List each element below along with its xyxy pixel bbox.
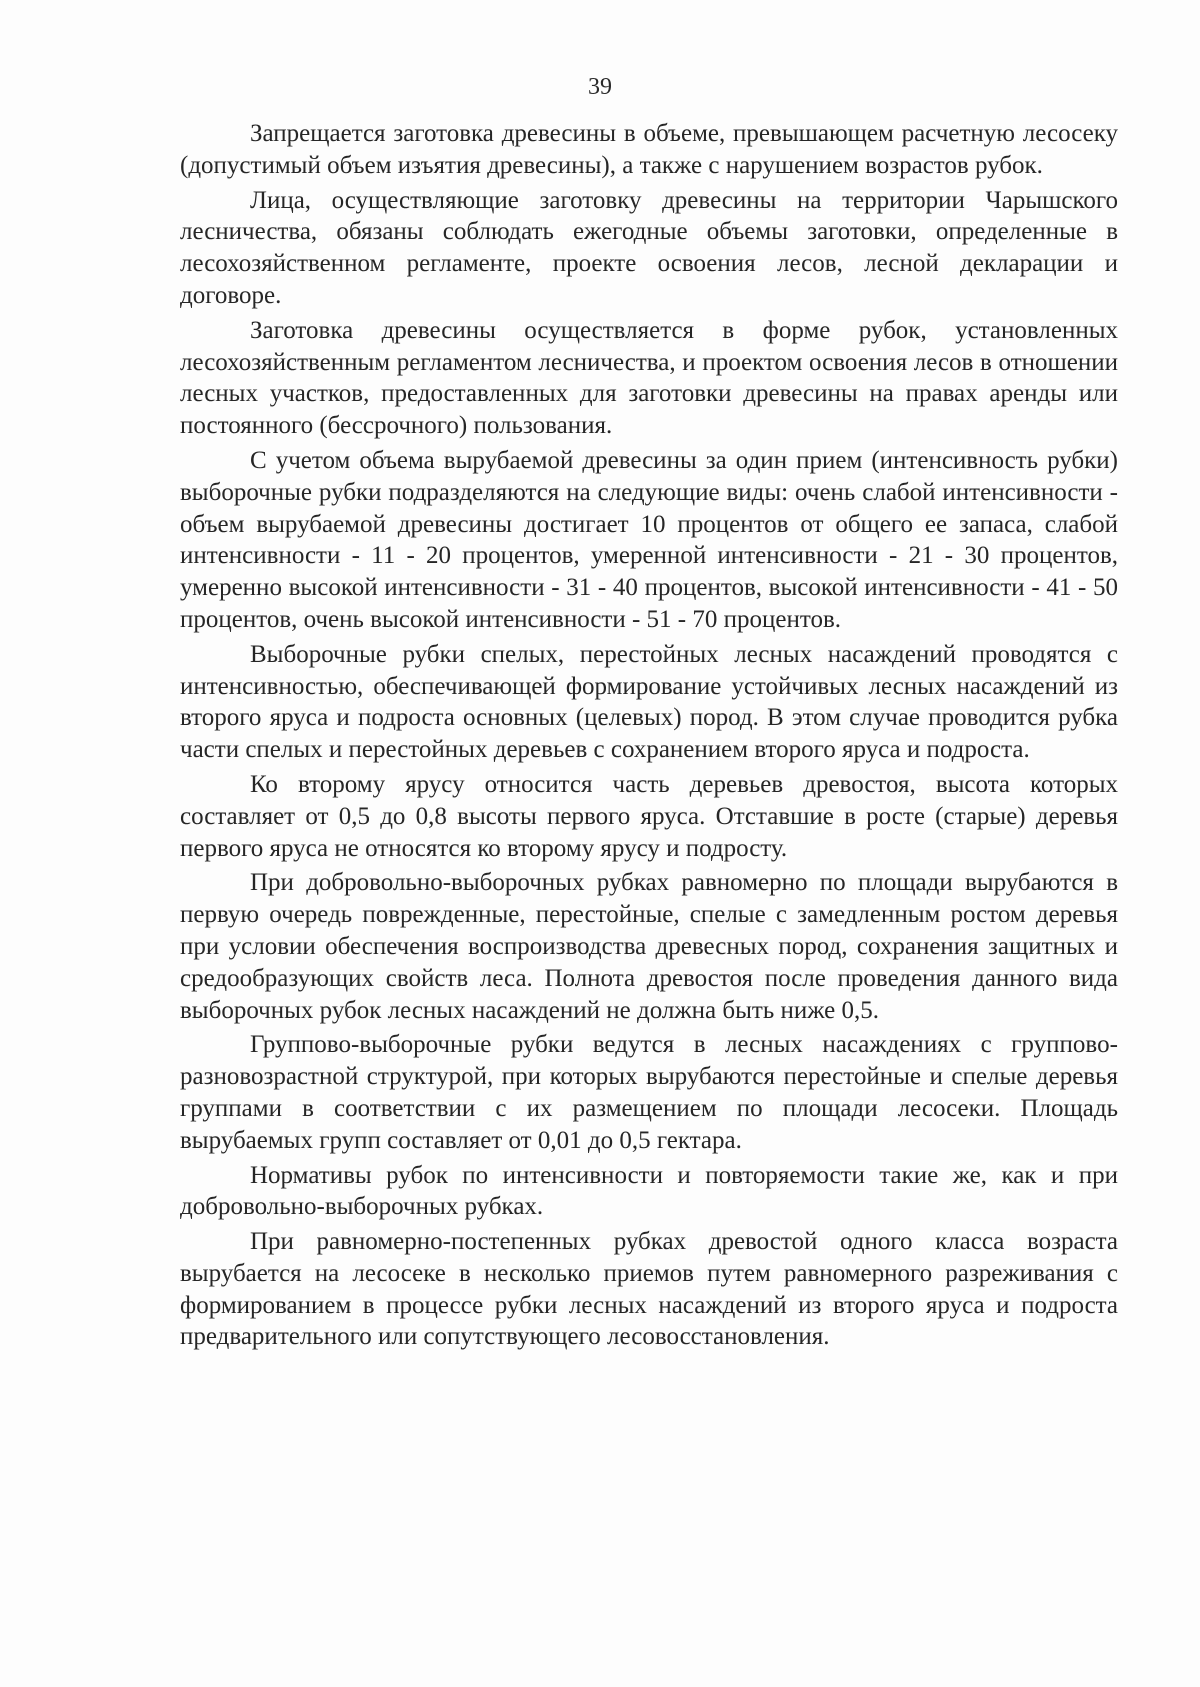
page-number: 39 — [588, 74, 612, 100]
document-body — [180, 118, 1118, 1356]
paragraph: С учетом объема вырубаемой древесины за один прием (интенсивность рубки) выборочные рубки подразделяются на следующие виды: очень слабой интенсивности - объем вырубаемой древесины достигает 10 процентов от общего ее запаса, слабой интенсивности - 11 - 20 процентов, умеренной интенсивности - 21 - 30 процентов, умеренно высокой интенсивности - 31 - 40 процентов, высокой интенсивности - 41 - 50 процентов, очень высокой интенсивности - 51 - 70 процентов. — [180, 446, 1118, 633]
paragraph: При равномерно-постепенных рубках древостой одного класса возраста вырубается на лесосеке в несколько приемов путем равномерного разреживания с формированием в процессе рубки лесных насаждений из второго яруса и подроста предварительного или сопутствующего лесовосстановления. — [180, 1228, 1118, 1351]
paragraph: При добровольно-выборочных рубках равномерно по площади вырубаются в первую очередь поврежденные, перестойные, спелые с замедленным ростом деревья при условии обеспечения воспроизводства древесных пород, сохранения защитных и средообразующих свойств леса. Полнота древостоя после проведения данного вида выборочных рубок лесных насаждений не должна быть ниже 0,5. — [180, 869, 1118, 1024]
paragraph: Лица, осуществляющие заготовку древесины на территории Чарышского лесничества, обязаны соблюдать ежегодные объемы заготовки, определенные в лесохозяйственном регламенте, проекте освоения лесов, лесной декларации и договоре. — [180, 186, 1118, 309]
paragraph: Запрещается заготовка древесины в объеме, превышающем расчетную лесосеку (допустимый объем изъятия древесины), а также с нарушением возрастов рубок. — [180, 120, 1118, 179]
paragraph: Выборочные рубки спелых, перестойных лесных насаждений проводятся с интенсивностью, обеспечивающей формирование устойчивых лесных насаждений из второго яруса и подроста основных (целевых) пород. В этом случае проводится рубка части спелых и перестойных деревьев с сохранением второго яруса и подроста. — [180, 640, 1118, 764]
paragraph: Заготовка древесины осуществляется в форме рубок, установленных лесохозяйственным регламентом лесничества, и проектом освоения лесов в отношении лесных участков, предоставленных для заготовки древесины на правах аренды или постоянного (бессрочного) пользования. — [180, 316, 1118, 440]
paragraph: Нормативы рубок по интенсивности и повторяемости такие же, как и при добровольно-выборочных рубках. — [180, 1161, 1118, 1221]
paragraph: Группово-выборочные рубки ведутся в лесных насаждениях с групповo-разновозрастной структурой, при которых вырубаются перестойные и спелые деревья группами в соответствии с их размещением по площади лесосеки. Площадь вырубаемых групп составляет от 0,01 до 0,5 гектара. — [180, 1031, 1118, 1154]
paragraph: Ко второму ярусу относится часть деревьев древостоя, высота которых составляет от 0,5 до 0,8 высоты первого яруса. Отставшие в росте (старые) деревья первого яруса не относятся ко второму ярусу и подросту. — [180, 770, 1118, 862]
